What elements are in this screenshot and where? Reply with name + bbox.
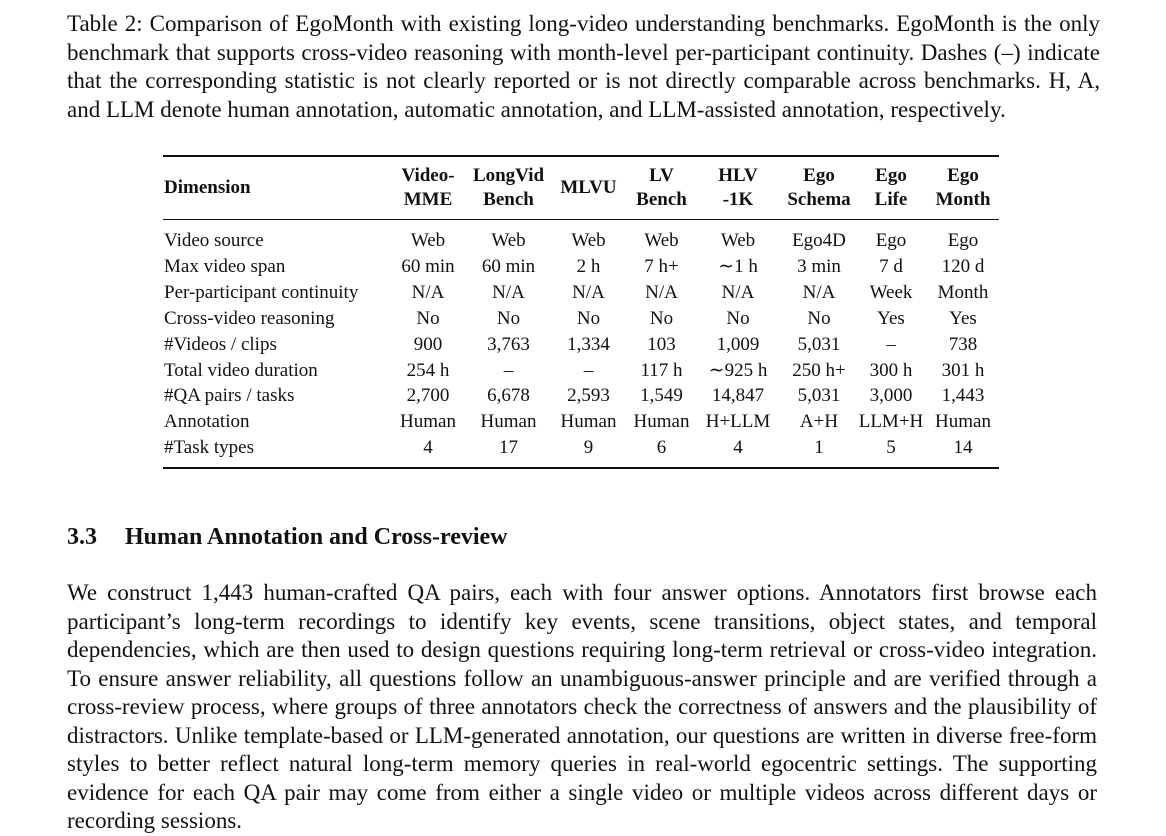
table-body [163, 220, 999, 469]
table-cell: No [496, 307, 521, 329]
table-cell: 5,031 [797, 333, 841, 355]
table-cell: Human [400, 411, 456, 433]
row-label: #Task types [164, 437, 254, 459]
table-row [163, 280, 999, 306]
table-row [163, 435, 999, 468]
table-cell: Ego4D [792, 230, 846, 251]
table-cell: Ego [947, 230, 979, 251]
table-cell: No [576, 307, 601, 329]
table-cell: LLM+H [858, 411, 924, 433]
table-cell: 14 [953, 437, 973, 459]
section-number: 3.3 [67, 524, 97, 550]
table-cell: Web [410, 230, 446, 251]
table-cell: ∼1 h [718, 255, 758, 277]
table-cell: Week [869, 281, 913, 303]
table-cell: 60 min [481, 255, 536, 277]
row-label: Per-participant continuity [164, 281, 359, 303]
table-cell: 17 [499, 437, 518, 459]
table-cell: 301 h [941, 359, 985, 381]
table-cell: 900 [413, 333, 443, 355]
table-row [163, 409, 999, 435]
header-video-mme: Video- MME [401, 165, 455, 210]
table-cell: Web [720, 230, 756, 251]
row-label: #Videos / clips [164, 333, 277, 355]
table-cell: 3,000 [869, 385, 913, 407]
table-row [163, 332, 999, 358]
table-cell: A+H [799, 411, 839, 433]
table-cell: 300 h [869, 359, 913, 381]
header-egomonth: Ego Month [935, 165, 991, 210]
table-cell: ∼925 h [708, 359, 768, 381]
table-cell: N/A [411, 281, 445, 303]
table-cell: Human [480, 411, 537, 433]
table-cell: 1,009 [716, 333, 760, 355]
table-cell: No [807, 307, 831, 329]
table-cell: 1 [814, 437, 824, 459]
table-cell: – [503, 359, 514, 381]
table-row [163, 306, 999, 332]
table-cell: 120 d [941, 255, 985, 277]
table-cell: N/A [572, 281, 605, 303]
table-cell: 6,678 [487, 385, 530, 407]
table-cell: No [649, 307, 674, 329]
comparison-table [163, 155, 999, 469]
row-label: Total video duration [164, 359, 318, 381]
table-cell: Yes [877, 307, 905, 329]
row-label: Annotation [164, 411, 250, 433]
table-cell: N/A [645, 281, 678, 303]
header-mlvu: MLVU [560, 177, 617, 198]
table-cell: 9 [583, 437, 594, 459]
table-cell: – [886, 333, 896, 355]
table-row [163, 254, 999, 280]
table-cell: 4 [733, 437, 743, 459]
section-title: Human Annotation and Cross-review [125, 524, 508, 550]
table-row [163, 383, 999, 409]
table-row [163, 220, 999, 254]
table-cell: 2,700 [406, 385, 450, 407]
table-cell: Human [935, 411, 991, 433]
table-cell: N/A [492, 281, 525, 303]
table-cell: Web [571, 230, 606, 251]
comparison-table-container [163, 155, 999, 469]
row-label: #QA pairs / tasks [164, 385, 295, 407]
table-row [163, 358, 999, 384]
body-paragraph: We construct 1,443 human-crafted QA pairs, each with four answer options. Annotators first browse each participant’s long-term recordings to identify key events, scene transitions, object states, and temporal dependencies, which are then used to design questions requiring long-term retrieval or cross-video integration. To ensure answer reliability, all questions follow an unambiguous-answer principle and are verified through a cross-review process, where groups of three annotators check the correctness of answers and the plausibility of distractors. Unlike template-based or LLM-generated annotation, our questions are written in diverse free-form styles to better reflect natural long-term memory queries in real-world egocentric settings. The supporting evidence for each QA pair may come from either a single video or multiple videos across different days or recording sessions. [67, 580, 1097, 833]
table-cell: Ego [875, 230, 907, 251]
table-cell: 60 min [401, 255, 455, 277]
table-cell: 4 [423, 437, 433, 459]
header-egolife: Ego Life [874, 165, 908, 210]
table-header-row [163, 156, 999, 220]
table-cell: N/A [802, 281, 836, 303]
table-cell: 7 h+ [644, 255, 679, 277]
header-longvidbench: LongVid Bench [472, 165, 545, 210]
table-caption: Table 2: Comparison of EgoMonth with existing long-video understanding benchmarks. EgoMonth is the only benchmark that supports cross-video reasoning with month-level per-participant continuity. Dashes (–) indicate that the corresponding statistic is not clearly reported or is not directly comparable across benchmarks. H, A, and LLM denote human annotation, automatic annotation, and LLM-assisted annotation, respectively. [67, 11, 1100, 122]
table-cell: Web [644, 230, 679, 251]
table-cell: 1,443 [941, 385, 985, 407]
table-cell: 103 [647, 333, 676, 355]
row-label: Cross-video reasoning [164, 307, 335, 329]
table-cell: 3 min [797, 255, 841, 277]
table-cell: Human [633, 411, 690, 433]
table-cell: – [583, 359, 594, 381]
header-egoschema: Ego Schema [787, 165, 851, 210]
header-hlv-1k: HLV -1K [718, 165, 758, 210]
header-dimension: Dimension [164, 177, 251, 198]
table-cell: 5,031 [797, 385, 841, 407]
table-cell: 250 h+ [792, 359, 846, 381]
table-cell: 738 [948, 333, 978, 355]
table-cell: 1,334 [567, 333, 610, 355]
table-cell: Month [937, 281, 989, 303]
table-cell: Yes [949, 307, 977, 329]
section-heading [67, 524, 508, 551]
table-cell: 5 [886, 437, 896, 459]
table-cell: 2,593 [567, 385, 610, 407]
table-cell: N/A [721, 281, 755, 303]
table-cell: 117 h [640, 359, 683, 381]
table-cell: Web [491, 230, 526, 251]
table-cell: H+LLM [705, 411, 771, 433]
table-cell: 6 [656, 437, 667, 459]
table-cell: 2 h [576, 255, 601, 277]
table-cell: 14,847 [711, 385, 765, 407]
row-label: Video source [164, 230, 264, 251]
table-cell: 254 h [406, 359, 450, 381]
table-cell: 3,763 [487, 333, 530, 355]
table-cell: 1,549 [640, 385, 683, 407]
table-cell: Human [560, 411, 617, 433]
table-cell: No [416, 307, 440, 329]
row-label: Max video span [164, 255, 286, 277]
table-cell: No [726, 307, 750, 329]
header-lvbench: LV Bench [636, 165, 687, 210]
table-cell: 7 d [879, 255, 903, 277]
